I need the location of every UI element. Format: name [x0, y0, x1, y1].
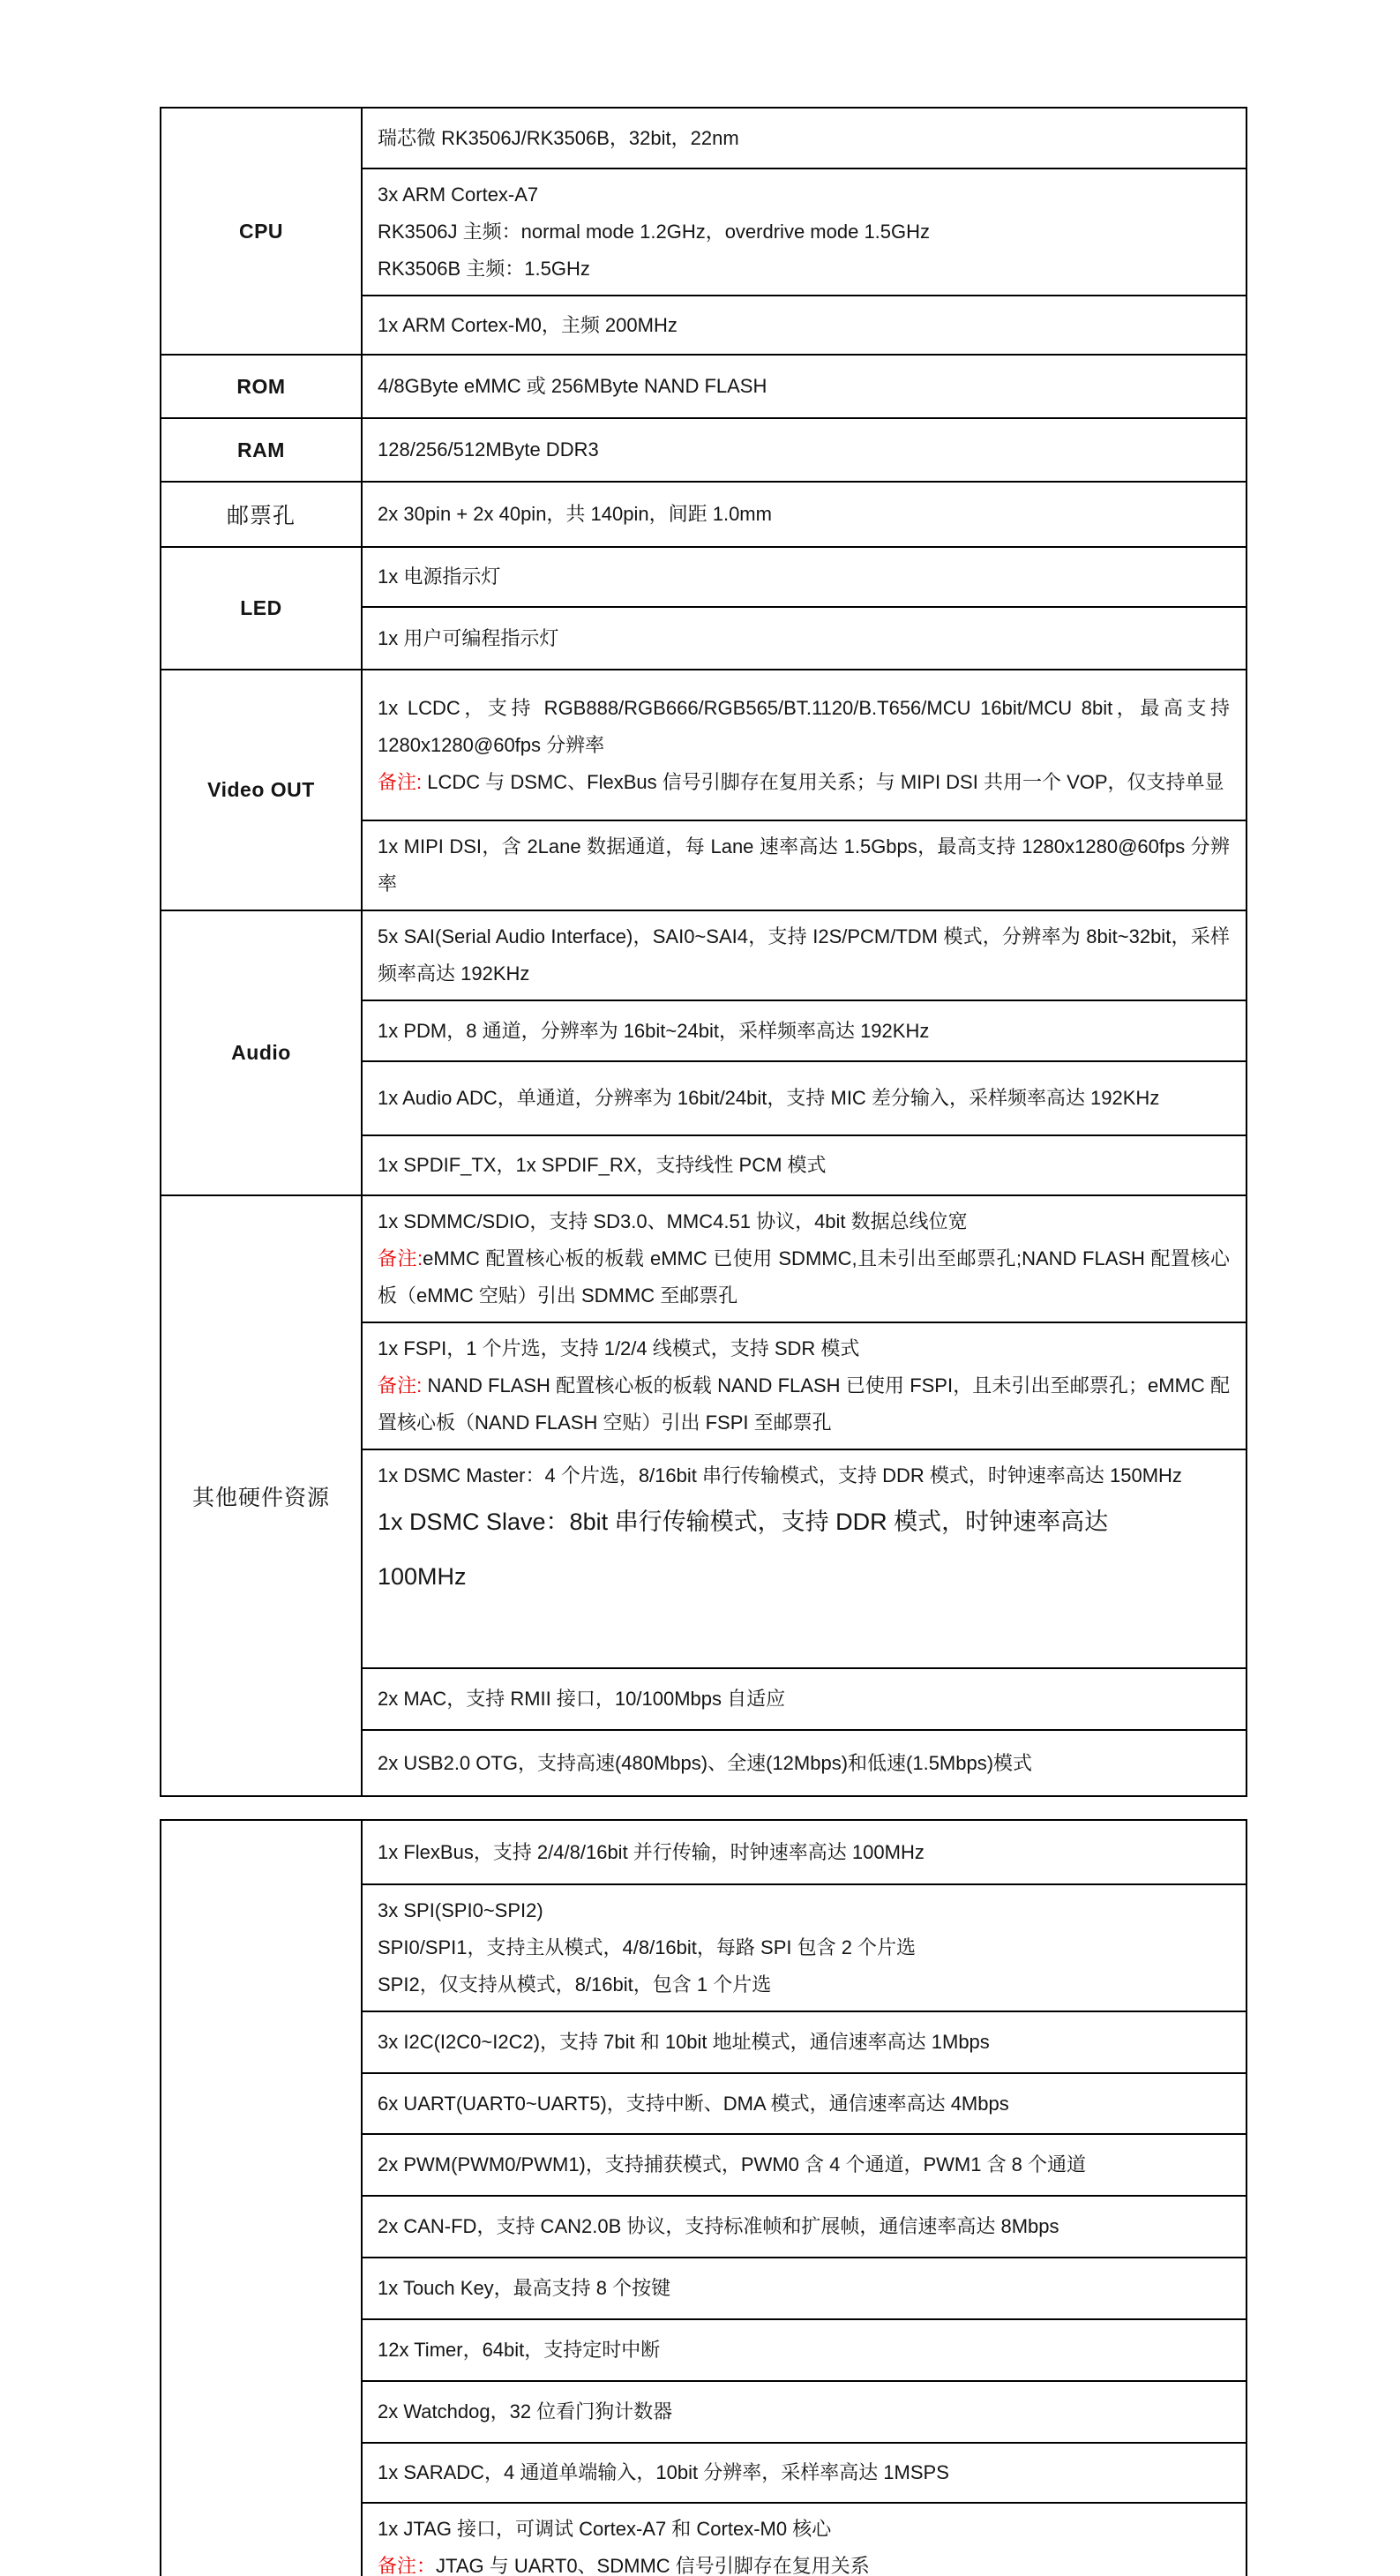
spec-text [378, 1494, 1230, 1549]
text-segment: LCDC 与 DSMC、FlexBus 信号引脚存在复用关系；与 MIPI DSI 共用一个 VOP，仅支持单显 [422, 770, 1224, 793]
hardware-spec-table-peripherals [160, 1819, 1247, 2576]
text-segment: 1x Touch Key，最高支持 8 个按键 [378, 2277, 671, 2299]
spec-row [363, 2318, 1246, 2380]
spec-row [363, 109, 1246, 168]
text-segment: 6x UART(UART0~UART5)，支持中断、DMA 模式，通信速率高达 4Mbps [378, 2092, 1009, 2115]
text-segment: SPI2，仅支持从模式，8/16bit，包含 1 个片选 [378, 1973, 772, 1996]
spec-rows [363, 1196, 1246, 1795]
spec-text [378, 213, 1230, 251]
spec-row [363, 1322, 1246, 1449]
spec-text [378, 1240, 1230, 1314]
text-segment: 1x FSPI，1 个片选，支持 1/2/4 线模式，支持 SDR 模式 [378, 1337, 860, 1359]
row-label: Audio [161, 911, 363, 1194]
text-segment: 1x PDM，8 通道，分辨率为 16bit~24bit，采样频率高达 192KHz [378, 1019, 930, 1042]
spec-row [363, 2502, 1246, 2576]
spec-text [378, 1834, 1230, 1871]
note-label: 备注: [378, 770, 423, 793]
text-segment: 1x SDMMC/SDIO，支持 SD3.0、MMC4.51 协议，4bit 数据总线位宽 [378, 1210, 968, 1232]
text-segment: 128/256/512MByte DDR3 [378, 438, 599, 461]
spec-row [363, 2011, 1246, 2072]
spec-row [363, 356, 1246, 417]
spec-row [363, 1821, 1246, 1883]
text-segment: SPI0/SPI1，支持主从模式，4/8/16bit，每路 SPI 包含 2 个片选 [378, 1936, 917, 1958]
spec-row [363, 2380, 1246, 2442]
row-label: 其他硬件资源 [161, 1196, 363, 1795]
spec-text [378, 2332, 1230, 2369]
text-segment: 2x MAC，支持 RMII 接口，10/100Mbps 自适应 [378, 1688, 786, 1710]
spec-row [363, 1134, 1246, 1194]
spec-row [363, 1449, 1246, 1667]
spec-text [378, 2208, 1230, 2245]
spec-text [378, 176, 1230, 213]
spec-row [363, 2257, 1246, 2318]
text-segment: 12x Timer，64bit，支持定时中断 [378, 2339, 661, 2361]
spec-row [363, 1883, 1246, 2011]
spec-row [363, 483, 1246, 546]
text-segment: 3x I2C(I2C0~I2C2)，支持 7bit 和 10bit 地址模式，通信速率高达 1Mbps [378, 2031, 990, 2053]
text-segment: 100MHz [378, 1563, 467, 1590]
spec-text [378, 1929, 1230, 1966]
spec-section [161, 910, 1246, 1194]
spec-text [378, 120, 1230, 157]
spec-text [378, 1549, 1230, 1604]
spec-text [378, 2548, 1230, 2576]
row-label: RAM [161, 419, 363, 481]
spec-text [378, 431, 1230, 468]
spec-text [378, 828, 1230, 902]
row-label: ROM [161, 356, 363, 417]
text-segment: 3x SPI(SPI0~SPI2) [378, 1899, 543, 1921]
spec-rows [363, 911, 1246, 1194]
hardware-spec-table-main [160, 107, 1247, 1797]
text-segment: 1x MIPI DSI，含 2Lane 数据通道，每 Lane 速率高达 1.5Gbps，最高支持 1280x1280@60fps 分辨率 [378, 835, 1230, 895]
spec-rows [363, 419, 1246, 481]
text-segment: 1x JTAG 接口，可调试 Cortex-A7 和 Cortex-M0 核心 [378, 2518, 832, 2540]
spec-row [363, 419, 1246, 481]
spec-text [378, 1330, 1230, 1367]
spec-text [378, 368, 1230, 405]
spec-text [378, 1203, 1230, 1240]
spec-section [161, 546, 1246, 669]
spec-text [378, 1013, 1230, 1050]
spec-row [363, 1000, 1246, 1060]
text-segment: 1x Audio ADC，单通道，分辨率为 16bit/24bit，支持 MIC 差分输入，采样频率高达 192KHz [378, 1087, 1160, 1109]
text-segment: 2x Watchdog，32 位看门狗计数器 [378, 2400, 673, 2422]
spec-rows [363, 548, 1246, 669]
row-label: CPU [161, 109, 363, 354]
spec-section [161, 1194, 1246, 1795]
spec-text [378, 918, 1230, 992]
text-segment: 5x SAI(Serial Audio Interface)，SAI0~SAI4，支持 I2S/PCM/TDM 模式，分辨率为 8bit~32bit，采样频率高达 192KHz [378, 925, 1230, 985]
spec-row [363, 2072, 1246, 2133]
spec-row [363, 1667, 1246, 1729]
spec-section [161, 669, 1246, 910]
spec-rows [363, 109, 1246, 354]
spec-text [378, 496, 1230, 533]
text-segment: 1x FlexBus，支持 2/4/8/16bit 并行传输，时钟速率高达 100MHz [378, 1840, 925, 1863]
spec-text [378, 1080, 1230, 1117]
text-segment: 瑞芯微 RK3506J/RK3506B，32bit，22nm [378, 126, 739, 149]
spec-row [363, 1729, 1246, 1795]
row-label: 邮票孔 [161, 483, 363, 546]
text-segment: 3x ARM Cortex-A7 [378, 183, 539, 206]
spec-text [378, 2086, 1230, 2123]
text-segment: 1x LCDC，支持 RGB888/RGB666/RGB565/BT.1120/B.T656/MCU 16bit/MCU 8bit，最高支持 1280x1280@60fps 分辨率 [378, 696, 1230, 756]
text-segment: 1x 用户可编程指示灯 [378, 626, 559, 649]
spec-rows [363, 1821, 1246, 2576]
spec-rows [363, 356, 1246, 417]
text-segment: 2x 30pin + 2x 40pin，共 140pin，间距 1.0mm [378, 503, 772, 525]
row-label-empty [161, 1821, 363, 2576]
spec-section [161, 481, 1246, 546]
spec-row [363, 2133, 1246, 2195]
spec-text [378, 2146, 1230, 2183]
spec-text [378, 1457, 1230, 1494]
text-segment: 1x DSMC Slave：8bit 串行传输模式，支持 DDR 模式，时钟速率高达 [378, 1509, 1109, 1535]
text-segment: NAND FLASH 配置核心板的板载 NAND FLASH 已使用 FSPI，且未引出至邮票孔；eMMC 配置核心板（NAND FLASH 空贴）引出 FSPI 至邮票孔 [378, 1374, 1230, 1434]
note-label: 备注： [378, 2555, 437, 2576]
spec-row [363, 2442, 1246, 2502]
spec-text [378, 2270, 1230, 2307]
note-label: 备注: [378, 1374, 423, 1397]
spec-text [378, 558, 1230, 595]
spec-section [161, 354, 1246, 417]
spec-text [378, 2454, 1230, 2491]
text-segment: eMMC 配置核心板的板载 eMMC 已使用 SDMMC,且未引出至邮票孔;NAND FLASH 配置核心板（eMMC 空贴）引出 SDMMC 至邮票孔 [378, 1247, 1230, 1307]
text-segment: 2x CAN-FD，支持 CAN2.0B 协议，支持标准帧和扩展帧，通信速率高达 8Mbps [378, 2215, 1059, 2237]
spec-text [378, 2511, 1230, 2548]
spec-row [363, 670, 1246, 820]
spec-text [378, 1966, 1230, 2003]
note-label: 备注: [378, 1247, 423, 1269]
spec-row [363, 548, 1246, 606]
text-segment: RK3506B 主频：1.5GHz [378, 258, 590, 280]
text-segment: 1x ARM Cortex-M0，主频 200MHz [378, 313, 678, 336]
spec-text [378, 1147, 1230, 1184]
spec-section [161, 1821, 1246, 2576]
spec-text [378, 764, 1230, 801]
spec-text [378, 1745, 1230, 1782]
text-segment: 1x SARADC，4 通道单端输入，10bit 分辨率，采样率高达 1MSPS [378, 2461, 949, 2483]
spec-row [363, 2195, 1246, 2257]
text-segment: 1x SPDIF_TX，1x SPDIF_RX，支持线性 PCM 模式 [378, 1154, 827, 1176]
text-segment: 2x USB2.0 OTG，支持高速(480Mbps)、全速(12Mbps)和低速(1.5Mbps)模式 [378, 1751, 1033, 1774]
spec-row [363, 168, 1246, 295]
text-segment: JTAG 与 UART0、SDMMC 信号引脚存在复用关系 [436, 2555, 870, 2576]
spec-row [363, 606, 1246, 669]
spec-text [378, 251, 1230, 288]
spec-text [378, 2393, 1230, 2430]
spec-rows [363, 670, 1246, 910]
spec-row [363, 911, 1246, 1000]
text-segment: RK3506J 主频：normal mode 1.2GHz，overdrive mode 1.5GHz [378, 221, 931, 243]
text-segment: 4/8GByte eMMC 或 256MByte NAND FLASH [378, 375, 767, 397]
spec-text [378, 307, 1230, 344]
text-segment: 2x PWM(PWM0/PWM1)，支持捕获模式，PWM0 含 4 个通道，PWM1 含 8 个通道 [378, 2153, 1087, 2175]
spec-text [378, 1892, 1230, 1929]
text-segment: 1x 电源指示灯 [378, 565, 501, 588]
spec-text [378, 690, 1230, 764]
spec-row [363, 1196, 1246, 1322]
spec-row [363, 1060, 1246, 1134]
spec-text [378, 1681, 1230, 1718]
spec-row [363, 295, 1246, 354]
row-label: LED [161, 548, 363, 669]
spec-text [378, 1367, 1230, 1442]
spec-row [363, 820, 1246, 910]
spec-section [161, 109, 1246, 354]
spec-text [378, 620, 1230, 657]
spec-rows [363, 483, 1246, 546]
text-segment: 1x DSMC Master：4 个片选，8/16bit 串行传输模式，支持 DDR 模式，时钟速率高达 150MHz [378, 1464, 1182, 1486]
spec-section [161, 417, 1246, 481]
spec-text [378, 2024, 1230, 2061]
row-label: Video OUT [161, 670, 363, 910]
